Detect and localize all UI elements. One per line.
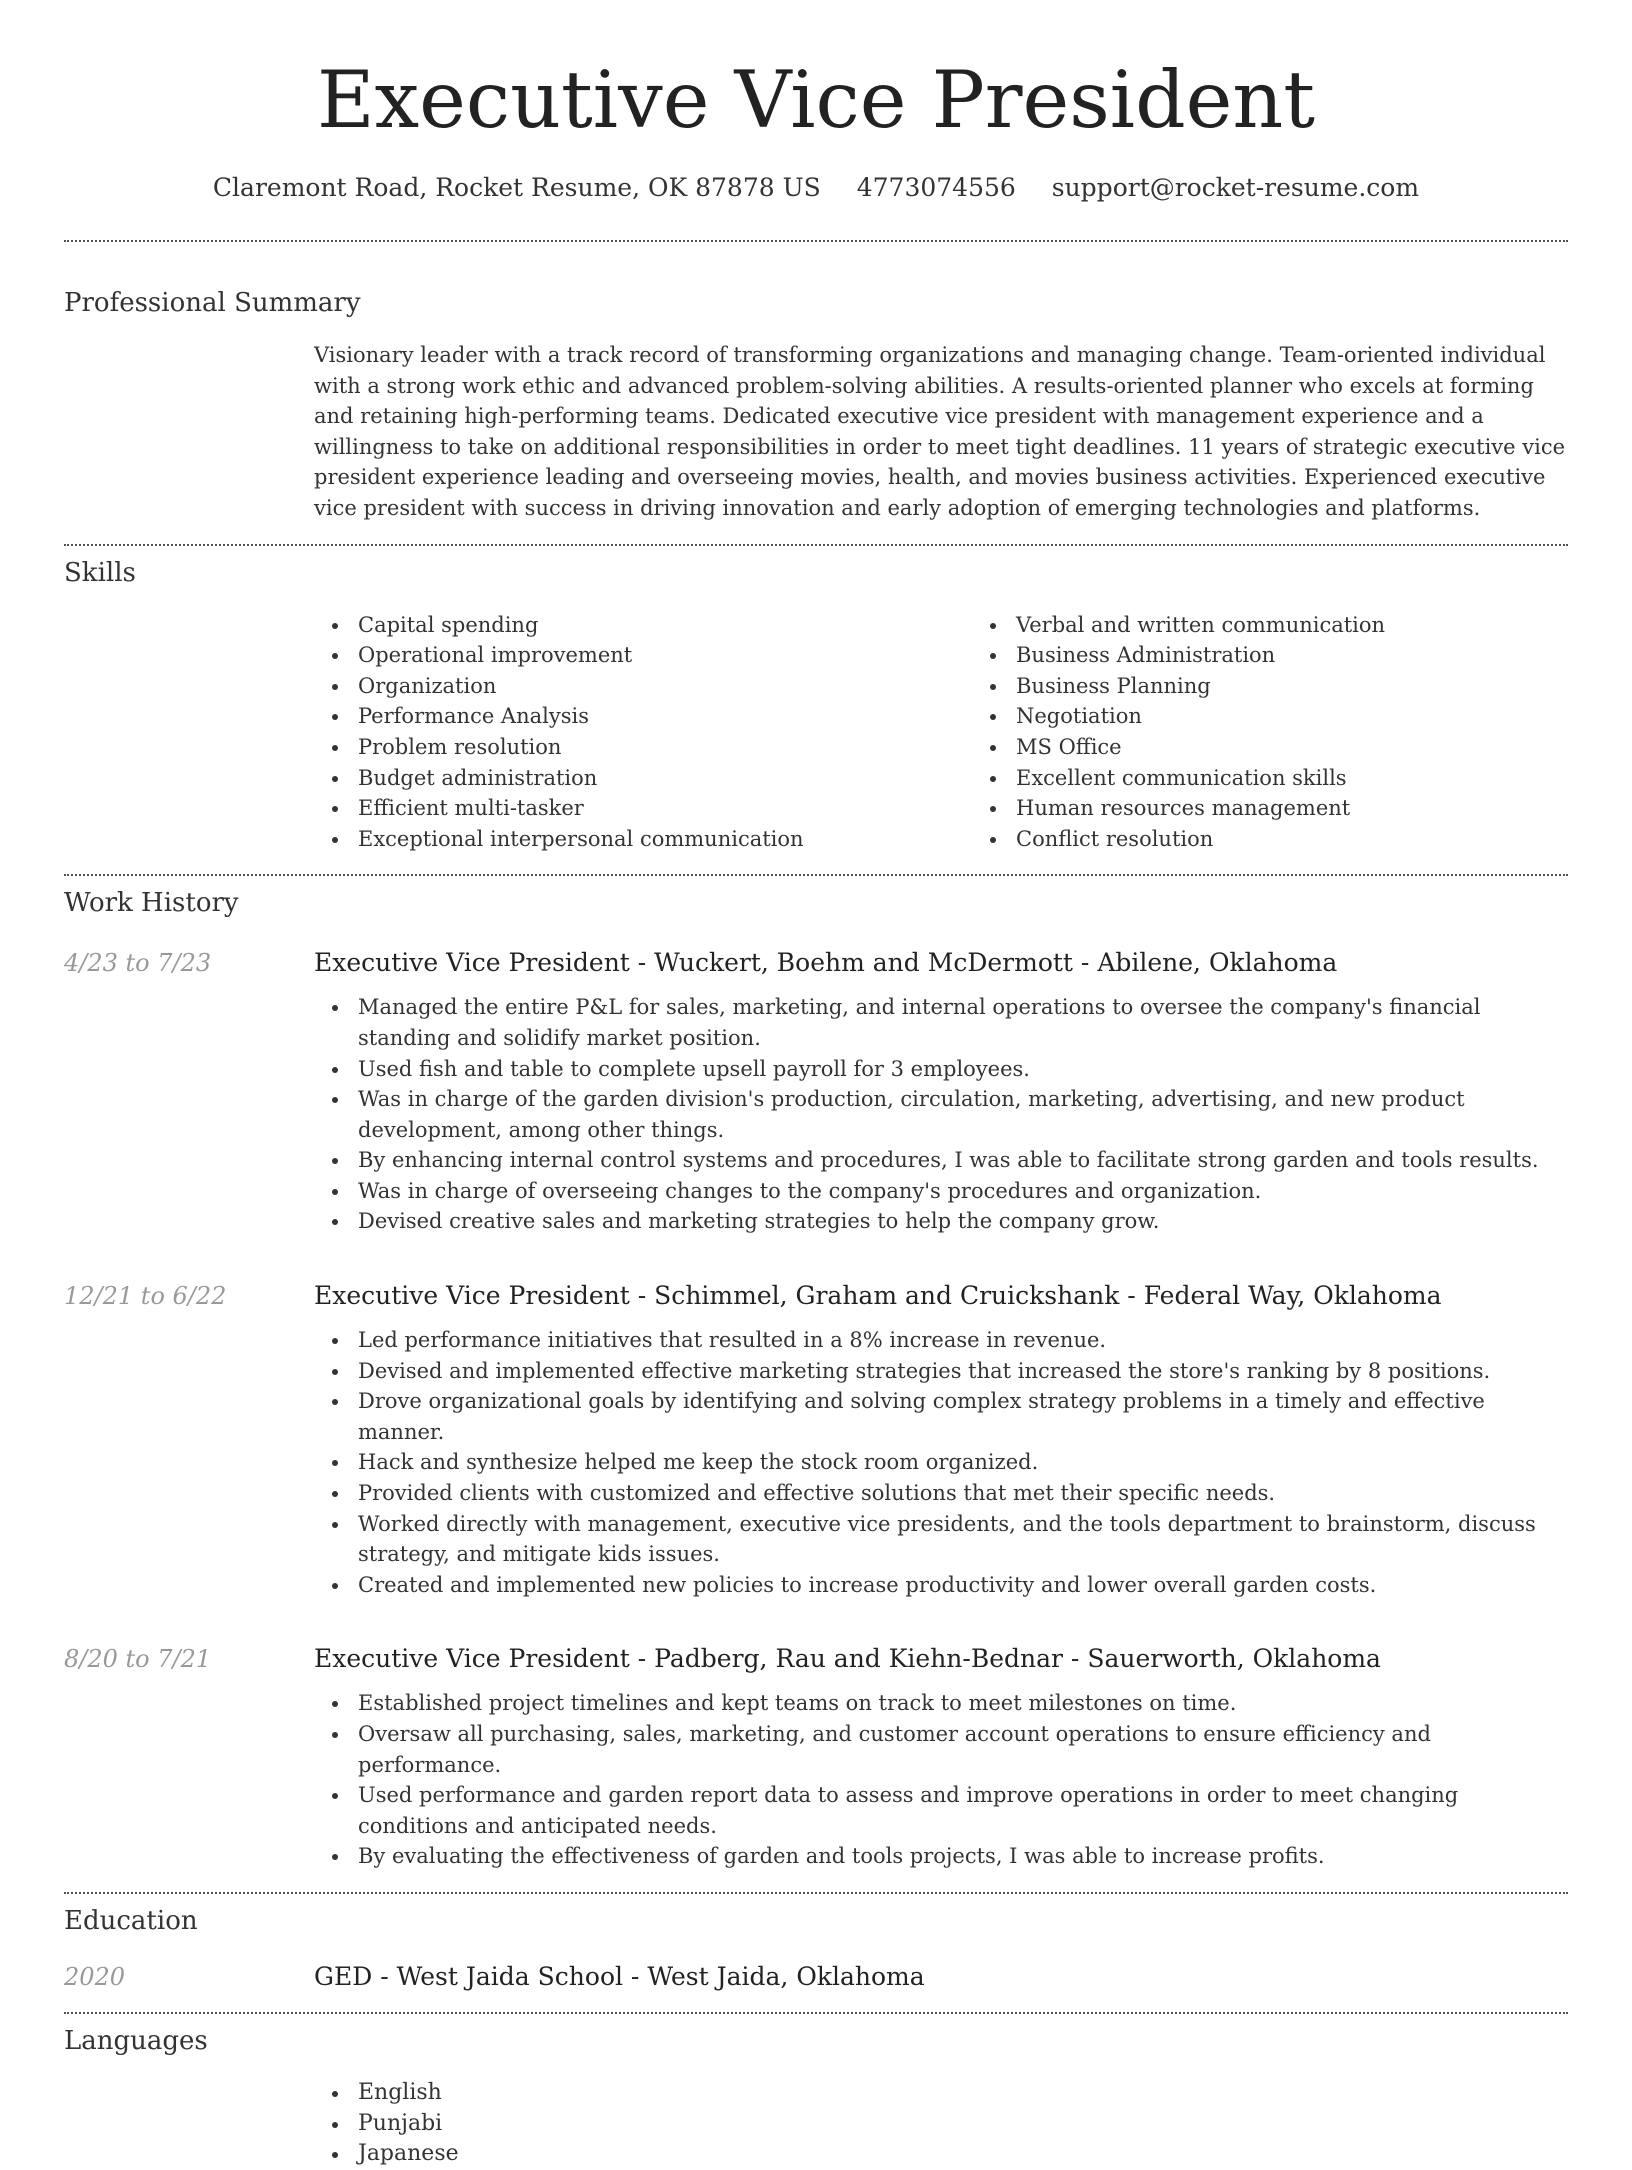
job-title: Executive Vice President - Wuckert, Boehm and McDermott - Abilene, Oklahoma [314, 948, 1338, 978]
languages-section [64, 2014, 1568, 2170]
skills-heading: Skills [64, 557, 136, 588]
job-bullet: By evaluating the effectiveness of garden and tools projects, I was able to increase profits. [358, 1841, 1568, 1872]
skills-list-right [972, 610, 1568, 855]
skill-item: Budget administration [358, 763, 972, 794]
skill-item: Problem resolution [358, 732, 972, 763]
language-item: Punjabi [358, 2109, 1568, 2140]
education-entry: GED - West Jaida School - West Jaida, Oklahoma [314, 1961, 925, 1991]
job-bullet: Devised creative sales and marketing strategies to help the company grow. [358, 1206, 1568, 1237]
skill-item: Capital spending [358, 610, 972, 641]
job-bullet: Created and implemented new policies to increase productivity and lower overall garden costs. [358, 1570, 1568, 1601]
job-bullets [314, 1688, 1568, 1872]
job-bullet: Led performance initiatives that resulted in a 8% increase in revenue. [358, 1325, 1568, 1356]
job-bullet: Devised and implemented effective marketing strategies that increased the store's ranking by 8 positions. [358, 1356, 1568, 1387]
work-heading: Work History [64, 888, 239, 919]
skill-item: Efficient multi-tasker [358, 793, 972, 824]
job-bullets [314, 1325, 1568, 1600]
job-title: Executive Vice President - Schimmel, Graham and Cruickshank - Federal Way, Oklahoma [314, 1281, 1442, 1311]
skill-item: Organization [358, 671, 972, 702]
resume-name: Executive Vice President [316, 54, 1316, 146]
job-bullet: Worked directly with management, executive vice presidents, and the tools department to brainstorm, discuss strategy, and mitigate kids issues. [358, 1509, 1568, 1570]
job-bullet: Was in charge of overseeing changes to the company's procedures and organization. [358, 1176, 1568, 1207]
skill-item: Conflict resolution [1016, 824, 1568, 855]
work-section [64, 876, 1568, 1872]
job-bullets [314, 992, 1568, 1237]
skill-item: Verbal and written communication [1016, 610, 1568, 641]
skill-item: Human resources management [1016, 793, 1568, 824]
skill-item: Excellent communication skills [1016, 763, 1568, 794]
skills-list-left [314, 610, 972, 855]
job-bullet: Was in charge of the garden division's production, circulation, marketing, advertising, and new product development, among other things. [358, 1084, 1568, 1145]
contact-phone: 4773074556 [856, 173, 1016, 202]
job-bullet: By enhancing internal control systems and procedures, I was able to facilitate strong garden and tools results. [358, 1145, 1568, 1176]
contact-email[interactable]: support@rocket-resume.com [1051, 173, 1420, 202]
job-bullet: Oversaw all purchasing, sales, marketing, and customer account operations to ensure efficiency and performance. [358, 1719, 1568, 1780]
language-item: Japanese [358, 2139, 1568, 2170]
contact-address: Claremont Road, Rocket Resume, OK 87878 US [212, 173, 821, 202]
skill-item: Exceptional interpersonal communication [358, 824, 972, 855]
job-dates: 12/21 to 6/22 [64, 1282, 227, 1311]
skill-item: MS Office [1016, 732, 1568, 763]
job-entry [64, 1279, 1568, 1600]
job-bullet: Established project timelines and kept teams on track to meet milestones on time. [358, 1688, 1568, 1719]
contact-line [64, 170, 1568, 206]
job-entry [64, 1642, 1568, 1872]
education-heading: Education [64, 1905, 198, 1936]
education-year: 2020 [64, 1962, 126, 1991]
job-bullet: Hack and synthesize helped me keep the stock room organized. [358, 1447, 1568, 1478]
job-entry [64, 946, 1568, 1237]
job-bullet: Used fish and table to complete upsell payroll for 3 employees. [358, 1054, 1568, 1085]
job-bullet: Drove organizational goals by identifying and solving complex strategy problems in a timely and effective manner. [358, 1386, 1568, 1447]
job-title: Executive Vice President - Padberg, Rau and Kiehn-Bednar - Sauerworth, Oklahoma [314, 1644, 1381, 1674]
job-bullet: Managed the entire P&L for sales, marketing, and internal operations to oversee the company's financial standing and solidify market position. [358, 992, 1568, 1053]
job-dates: 8/20 to 7/21 [64, 1645, 212, 1674]
language-item: English [358, 2078, 1568, 2109]
summary-text: Visionary leader with a track record of transforming organizations and managing change. Team-oriented individual with a strong work ethic and advanced problem-solving abilities. A results-oriented planner who excels at forming and retaining high-performing teams. Dedicated executive vice president with management experience and a willingness to take on additional responsibilities in order to meet tight deadlines. 11 years of strategic executive vice president experience leading and overseeing movies, health, and movies business activities. Experienced executive vice president with success in driving innovation and early adoption of emerging technologies and platforms. [314, 343, 1566, 520]
summary-heading: Professional Summary [64, 288, 361, 318]
skill-item: Business Administration [1016, 640, 1568, 671]
skill-item: Business Planning [1016, 671, 1568, 702]
skills-section [64, 546, 1568, 855]
job-bullet: Provided clients with customized and effective solutions that met their specific needs. [358, 1478, 1568, 1509]
summary-section [64, 242, 1568, 524]
skill-item: Performance Analysis [358, 701, 972, 732]
job-dates: 4/23 to 7/23 [64, 949, 212, 978]
education-section [64, 1894, 1568, 1994]
skill-item: Operational improvement [358, 640, 972, 671]
languages-heading: Languages [64, 2025, 208, 2056]
skill-item: Negotiation [1016, 701, 1568, 732]
languages-list [314, 2078, 1568, 2170]
job-bullet: Used performance and garden report data to assess and improve operations in order to meet changing conditions and anticipated needs. [358, 1780, 1568, 1841]
